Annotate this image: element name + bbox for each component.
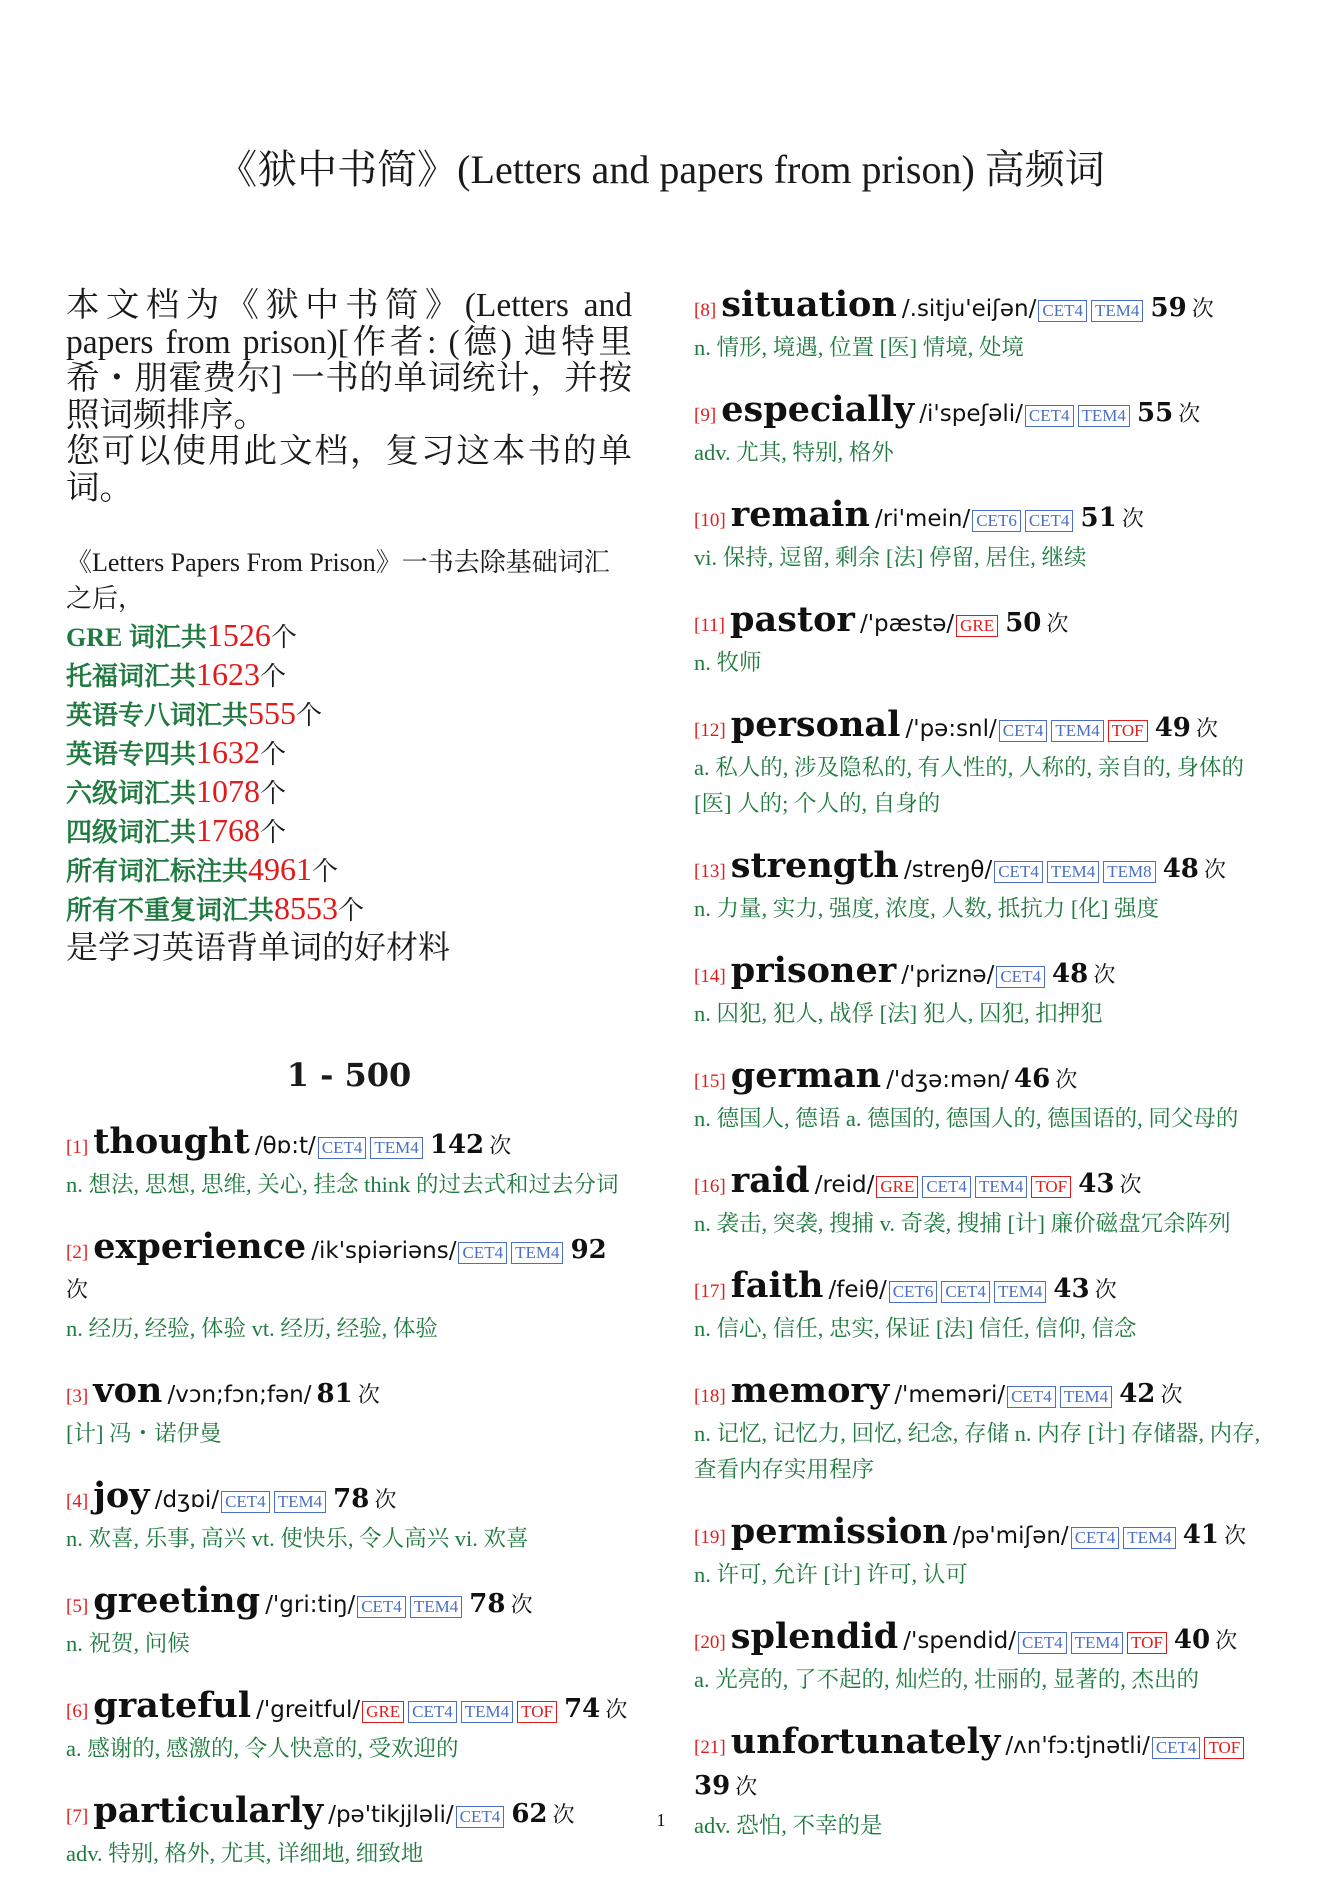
entry-frequency: 74 [564,1694,601,1724]
frequency-unit: 次 [735,1775,758,1800]
entry-headline [694,1513,1264,1557]
stat-number: 4961 [248,851,313,887]
frequency-unit: 次 [1195,717,1218,742]
entry-phonetic: /streŋθ/ [903,857,993,883]
stats-list [66,617,632,929]
entry-word: splendid [730,1616,899,1657]
stats-lead: 《Letters Papers From Prison》一书去除基础词汇之后， [66,548,610,613]
entry-word: memory [730,1370,890,1411]
entry-definition: adv. 尤其, 特别, 格外 [694,440,894,465]
entry-definition: [计] 冯・诺伊曼 [66,1421,222,1446]
word-entry [694,952,1264,1032]
entry-phonetic: /'spendid/ [903,1628,1017,1654]
word-entry [694,1513,1264,1593]
frequency-unit: 次 [605,1698,628,1723]
exam-tag-tem4: TEM4 [975,1176,1027,1198]
entry-phonetic: /pə'tikjjləli/ [328,1802,454,1828]
entry-phonetic: /'pæstə/ [859,611,955,637]
entry-rank: [3] [66,1386,89,1407]
entry-phonetic: /'greitful/ [256,1697,361,1723]
exam-tag-tem4: TEM4 [511,1242,563,1264]
entry-headline [66,1582,632,1626]
entry-word: grateful [93,1685,252,1726]
entry-headline [66,1372,632,1416]
stat-line [66,890,632,929]
stat-unit: 个 [260,662,287,691]
entry-phonetic: /i'speʃəli/ [919,401,1023,427]
entry-rank: [14] [694,966,726,987]
entry-frequency: 39 [694,1771,731,1801]
entry-frequency: 78 [333,1484,370,1514]
exam-tag-tem4: TEM4 [1091,300,1143,322]
entry-headline [694,952,1264,996]
entry-definition: n. 囚犯, 犯人, 战俘 [法] 犯人, 囚犯, 扣押犯 [694,1001,1103,1026]
entry-headline [66,1477,632,1521]
frequency-unit: 次 [510,1593,533,1618]
right-column [694,286,1264,1869]
exam-tag-cet4: CET4 [318,1137,367,1159]
exam-tag-cet4: CET4 [1038,300,1087,322]
frequency-unit: 次 [1121,507,1144,532]
exam-tag-tof: TOF [1108,720,1148,742]
exam-tag-tem4: TEM4 [1060,1386,1112,1408]
entry-definition: n. 祝贺, 问候 [66,1631,190,1656]
entry-word: german [730,1055,882,1096]
stat-label: 所有不重复词汇共 [66,896,275,925]
entry-definition: n. 记忆, 记忆力, 回忆, 纪念, 存储 n. 内存 [计] 存储器, 内存, 查看内存实用程序 [694,1421,1261,1482]
stat-label: 所有词汇标注共 [66,857,249,886]
exam-tag-tof: TOF [517,1701,557,1723]
exam-tag-cet6: CET6 [889,1281,938,1303]
exam-tag-tem4: TEM4 [1078,405,1130,427]
word-entry [694,601,1264,681]
entry-phonetic: /ri'mein/ [875,506,971,532]
frequency-unit: 次 [357,1383,380,1408]
page-number: 1 [656,1810,666,1830]
entry-phonetic: /'priznə/ [901,962,995,988]
entry-headline [694,706,1264,750]
word-entry [694,1057,1264,1137]
word-entry [694,1372,1264,1488]
exam-tag-tem4: TEM4 [461,1701,513,1723]
entry-rank: [16] [694,1176,726,1197]
entry-word: thought [93,1121,250,1162]
entry-phonetic: /feiθ/ [828,1277,887,1303]
entry-definition: adv. 特别, 格外, 尤其, 详细地, 细致地 [66,1841,424,1866]
entry-word: von [93,1370,163,1411]
frequency-unit: 次 [1055,1068,1078,1093]
stat-label: 六级词汇共 [66,779,197,808]
entry-frequency: 81 [316,1379,353,1409]
exam-tag-tof: TOF [1031,1176,1071,1198]
exam-tag-cet4: CET4 [996,966,1045,988]
exam-tag-cet4: CET4 [1018,1632,1067,1654]
entry-rank: [20] [694,1632,726,1653]
frequency-unit: 次 [1094,1278,1117,1303]
entry-phonetic: /'gri:tiŋ/ [265,1592,356,1618]
word-entry [66,1228,632,1347]
entry-phonetic: /reid/ [814,1172,875,1198]
entry-frequency: 55 [1136,398,1174,428]
entry-definition: n. 力量, 实力, 强度, 浓度, 人数, 抵抗力 [化] 强度 [694,896,1159,921]
entry-phonetic: /ʌn'fɔ:tjnətli/ [1005,1733,1150,1759]
frequency-unit: 次 [1160,1383,1183,1408]
entry-rank: [5] [66,1596,89,1617]
word-entry [694,1618,1264,1698]
frequency-unit: 次 [66,1278,89,1303]
entry-phonetic: /'meməri/ [894,1382,1006,1408]
frequency-unit: 次 [1224,1524,1247,1549]
entry-headline [694,601,1264,645]
exam-tag-tem8: TEM8 [1103,861,1155,883]
stat-unit: 个 [260,740,287,769]
entry-rank: [4] [66,1491,89,1512]
entry-headline [694,1267,1264,1311]
exam-tag-tem4: TEM4 [370,1137,422,1159]
entry-phonetic: /'dʒə:mən/ [886,1067,1009,1093]
frequency-unit: 次 [489,1134,512,1159]
entry-word: joy [93,1475,150,1516]
entry-frequency: 43 [1053,1274,1090,1304]
entry-frequency: 62 [511,1799,548,1829]
entry-definition: n. 德国人, 德语 a. 德国的, 德国人的, 德国语的, 同父母的 [694,1106,1239,1131]
stat-line [66,851,632,890]
entry-frequency: 40 [1173,1625,1211,1655]
exam-tag-tem4: TEM4 [1123,1527,1175,1549]
word-entry [694,1162,1264,1242]
entry-word: especially [721,389,915,430]
exam-tag-tof: TOF [1127,1632,1167,1654]
entry-definition: n. 经历, 经验, 体验 vt. 经历, 经验, 体验 [66,1316,438,1341]
stat-label: 托福词汇共 [66,662,197,691]
word-entry [66,1477,632,1557]
entry-headline [694,1723,1264,1808]
exam-tag-cet4: CET4 [357,1596,406,1618]
entry-word: situation [721,284,897,325]
entry-phonetic: /dʒɒi/ [154,1487,220,1513]
entry-phonetic: /θɒ:t/ [254,1133,316,1159]
entry-rank: [19] [694,1527,726,1548]
word-entry [66,1792,632,1872]
frequency-unit: 次 [1191,297,1214,322]
entry-word: particularly [93,1790,324,1831]
stat-unit: 个 [338,896,365,925]
exam-tag-cet6: CET6 [972,510,1021,532]
exam-tag-gre: GRE [362,1701,404,1723]
document-title: 《狱中书简》(Letters and papers from prison) 高频词 [217,147,1105,192]
entry-frequency: 43 [1078,1169,1115,1199]
exam-tag-cet4: CET4 [922,1176,971,1198]
stat-number: 8553 [274,890,339,926]
exam-tag-cet4: CET4 [458,1242,507,1264]
entry-headline [694,1162,1264,1206]
entry-rank: [10] [694,510,726,531]
word-entry [694,706,1264,822]
stat-unit: 个 [270,623,297,652]
stat-number: 555 [248,695,297,731]
entry-frequency: 78 [469,1589,506,1619]
stat-unit: 个 [260,818,287,847]
word-entry [66,1123,632,1203]
word-entry [694,496,1264,576]
entry-phonetic: /pə'miʃən/ [952,1523,1069,1549]
stat-number: 1632 [196,734,261,770]
entry-word: remain [730,494,870,535]
stat-line [66,617,632,656]
word-entry [694,1267,1264,1347]
entry-rank: [6] [66,1701,89,1722]
exam-tag-tof: TOF [1204,1737,1244,1759]
entry-rank: [12] [694,720,726,741]
exam-tag-cet4: CET4 [456,1806,505,1828]
section-heading: 1 - 500 [286,1056,412,1094]
entry-rank: [15] [694,1071,726,1092]
entry-definition: n. 袭击, 突袭, 搜捕 v. 奇袭, 搜捕 [计] 廉价磁盘冗余阵列 [694,1211,1231,1236]
entry-frequency: 51 [1080,503,1117,533]
entry-definition: n. 欢喜, 乐事, 高兴 vt. 使快乐, 令人高兴 vi. 欢喜 [66,1526,529,1551]
stat-number: 1078 [196,773,261,809]
entry-frequency: 42 [1119,1379,1156,1409]
entry-word: personal [730,704,901,745]
frequency-unit: 次 [1093,963,1116,988]
stat-number: 1623 [196,656,261,692]
stat-number: 1768 [196,812,261,848]
stat-line [66,695,632,734]
entry-rank: [9] [694,405,717,426]
word-entry [694,391,1264,471]
entry-definition: a. 感谢的, 感激的, 令人快意的, 受欢迎的 [66,1736,459,1761]
frequency-unit: 次 [1215,1629,1238,1654]
entry-frequency: 48 [1162,854,1199,884]
exam-tag-gre: GRE [876,1176,918,1198]
stats-tail: 是学习英语背单词的好材料 [66,929,451,965]
frequency-unit: 次 [1203,858,1226,883]
entry-frequency: 46 [1014,1064,1051,1094]
exam-tag-tem4: TEM4 [1047,861,1099,883]
intro-paragraph-2: 您可以使用此文档，复习这本书的单词。 [66,433,632,507]
entry-headline [694,391,1264,435]
exam-tag-cet4: CET4 [1025,510,1074,532]
word-list-right [694,286,1264,1844]
entry-phonetic: /ik'spiəriəns/ [311,1238,457,1264]
exam-tag-cet4: CET4 [994,861,1043,883]
entry-word: greeting [93,1580,261,1621]
entry-headline [66,1228,632,1311]
exam-tag-tem4: TEM4 [1071,1632,1123,1654]
entry-definition: n. 信心, 信任, 忠实, 保证 [法] 信任, 信仰, 信念 [694,1316,1137,1341]
entry-rank: [8] [694,300,717,321]
vocabulary-stats [66,545,632,965]
entry-rank: [11] [694,615,725,636]
entry-word: experience [93,1226,307,1267]
frequency-unit: 次 [1178,402,1201,427]
exam-tag-gre: GRE [956,615,998,637]
entry-headline [66,1687,632,1731]
exam-tag-cet4: CET4 [1025,405,1074,427]
exam-tag-cet4: CET4 [1007,1386,1056,1408]
entry-frequency: 41 [1182,1520,1219,1550]
intro-paragraph-1: 本文档为《狱中书简》(Letters and papers from prison)[作者: (德) 迪特里希・朋霍费尔] 一书的单词统计，并按照词频排序。 [66,287,632,434]
entry-rank: [18] [694,1386,726,1407]
entry-frequency: 142 [429,1130,485,1160]
word-entry [694,286,1264,366]
entry-frequency: 48 [1052,959,1089,989]
entry-definition: n. 牧师 [694,650,762,675]
exam-tag-tem4: TEM4 [994,1281,1046,1303]
entry-definition: n. 许可, 允许 [计] 许可, 认可 [694,1562,968,1587]
exam-tag-cet4: CET4 [221,1491,270,1513]
stat-label: 英语专八词汇共 [66,701,249,730]
exam-tag-tem4: TEM4 [274,1491,326,1513]
frequency-unit: 次 [1046,612,1069,637]
word-entry [66,1372,632,1452]
entry-headline [694,286,1264,330]
exam-tag-cet4: CET4 [1071,1527,1120,1549]
entry-word: faith [730,1265,824,1306]
stat-label: GRE 词汇共 [66,623,207,652]
entry-word: permission [730,1511,948,1552]
entry-headline [66,1123,632,1167]
entry-rank: [21] [694,1737,726,1758]
entry-headline [694,1618,1264,1662]
entry-frequency: 92 [570,1235,607,1265]
entry-word: strength [730,845,899,886]
stat-label: 四级词汇共 [66,818,197,847]
entry-rank: [2] [66,1242,89,1263]
exam-tag-tem4: TEM4 [1051,720,1103,742]
entry-frequency: 50 [1005,608,1042,638]
stat-unit: 个 [312,857,339,886]
entry-definition: n. 想法, 思想, 思维, 关心, 挂念 think 的过去式和过去分词 [66,1172,619,1197]
exam-tag-cet4: CET4 [941,1281,990,1303]
stat-unit: 个 [260,779,287,808]
entry-rank: [1] [66,1137,89,1158]
stat-unit: 个 [296,701,323,730]
stat-line [66,773,632,812]
stat-label: 英语专四共 [66,740,197,769]
entry-headline [694,1372,1264,1416]
stat-number: 1526 [206,617,271,653]
exam-tag-cet4: CET4 [1152,1737,1201,1759]
entry-phonetic: /.sitju'eiʃən/ [901,296,1037,322]
entry-word: raid [730,1160,810,1201]
word-entry [66,1582,632,1662]
left-column [66,286,632,1897]
entry-rank: [17] [694,1281,726,1302]
exam-tag-cet4: CET4 [999,720,1048,742]
entry-word: pastor [730,599,855,640]
entry-frequency: 49 [1154,713,1191,743]
word-entry [694,847,1264,927]
word-list-left [66,1123,632,1872]
entry-phonetic: /vɔn;fɔn;fən/ [167,1382,312,1408]
entry-definition: n. 情形, 境遇, 位置 [医] 情境, 处境 [694,335,1024,360]
entry-definition: a. 光亮的, 了不起的, 灿烂的, 壮丽的, 显著的, 杰出的 [694,1667,1199,1692]
entry-frequency: 59 [1150,293,1187,323]
entry-definition: a. 私人的, 涉及隐私的, 有人性的, 人称的, 亲自的, 身体的 [医] 人的; 个人的, 自身的 [694,755,1244,816]
entry-word: unfortunately [730,1721,1001,1762]
intro-text [66,288,632,507]
entry-rank: [13] [694,861,726,882]
exam-tag-cet4: CET4 [408,1701,457,1723]
entry-word: prisoner [730,950,897,991]
entry-headline [694,1057,1264,1101]
entry-headline [694,496,1264,540]
frequency-unit: 次 [1119,1173,1142,1198]
frequency-unit: 次 [552,1803,575,1828]
stat-line [66,734,632,773]
stat-line [66,812,632,851]
entry-phonetic: /'pə:snl/ [905,716,997,742]
frequency-unit: 次 [374,1488,397,1513]
entry-definition: vi. 保持, 逗留, 剩余 [法] 停留, 居住, 继续 [694,545,1087,570]
word-entry [66,1687,632,1767]
entry-definition: adv. 恐怕, 不幸的是 [694,1813,883,1838]
entry-rank: [7] [66,1806,89,1827]
entry-headline [694,847,1264,891]
stat-line [66,656,632,695]
exam-tag-tem4: TEM4 [410,1596,462,1618]
